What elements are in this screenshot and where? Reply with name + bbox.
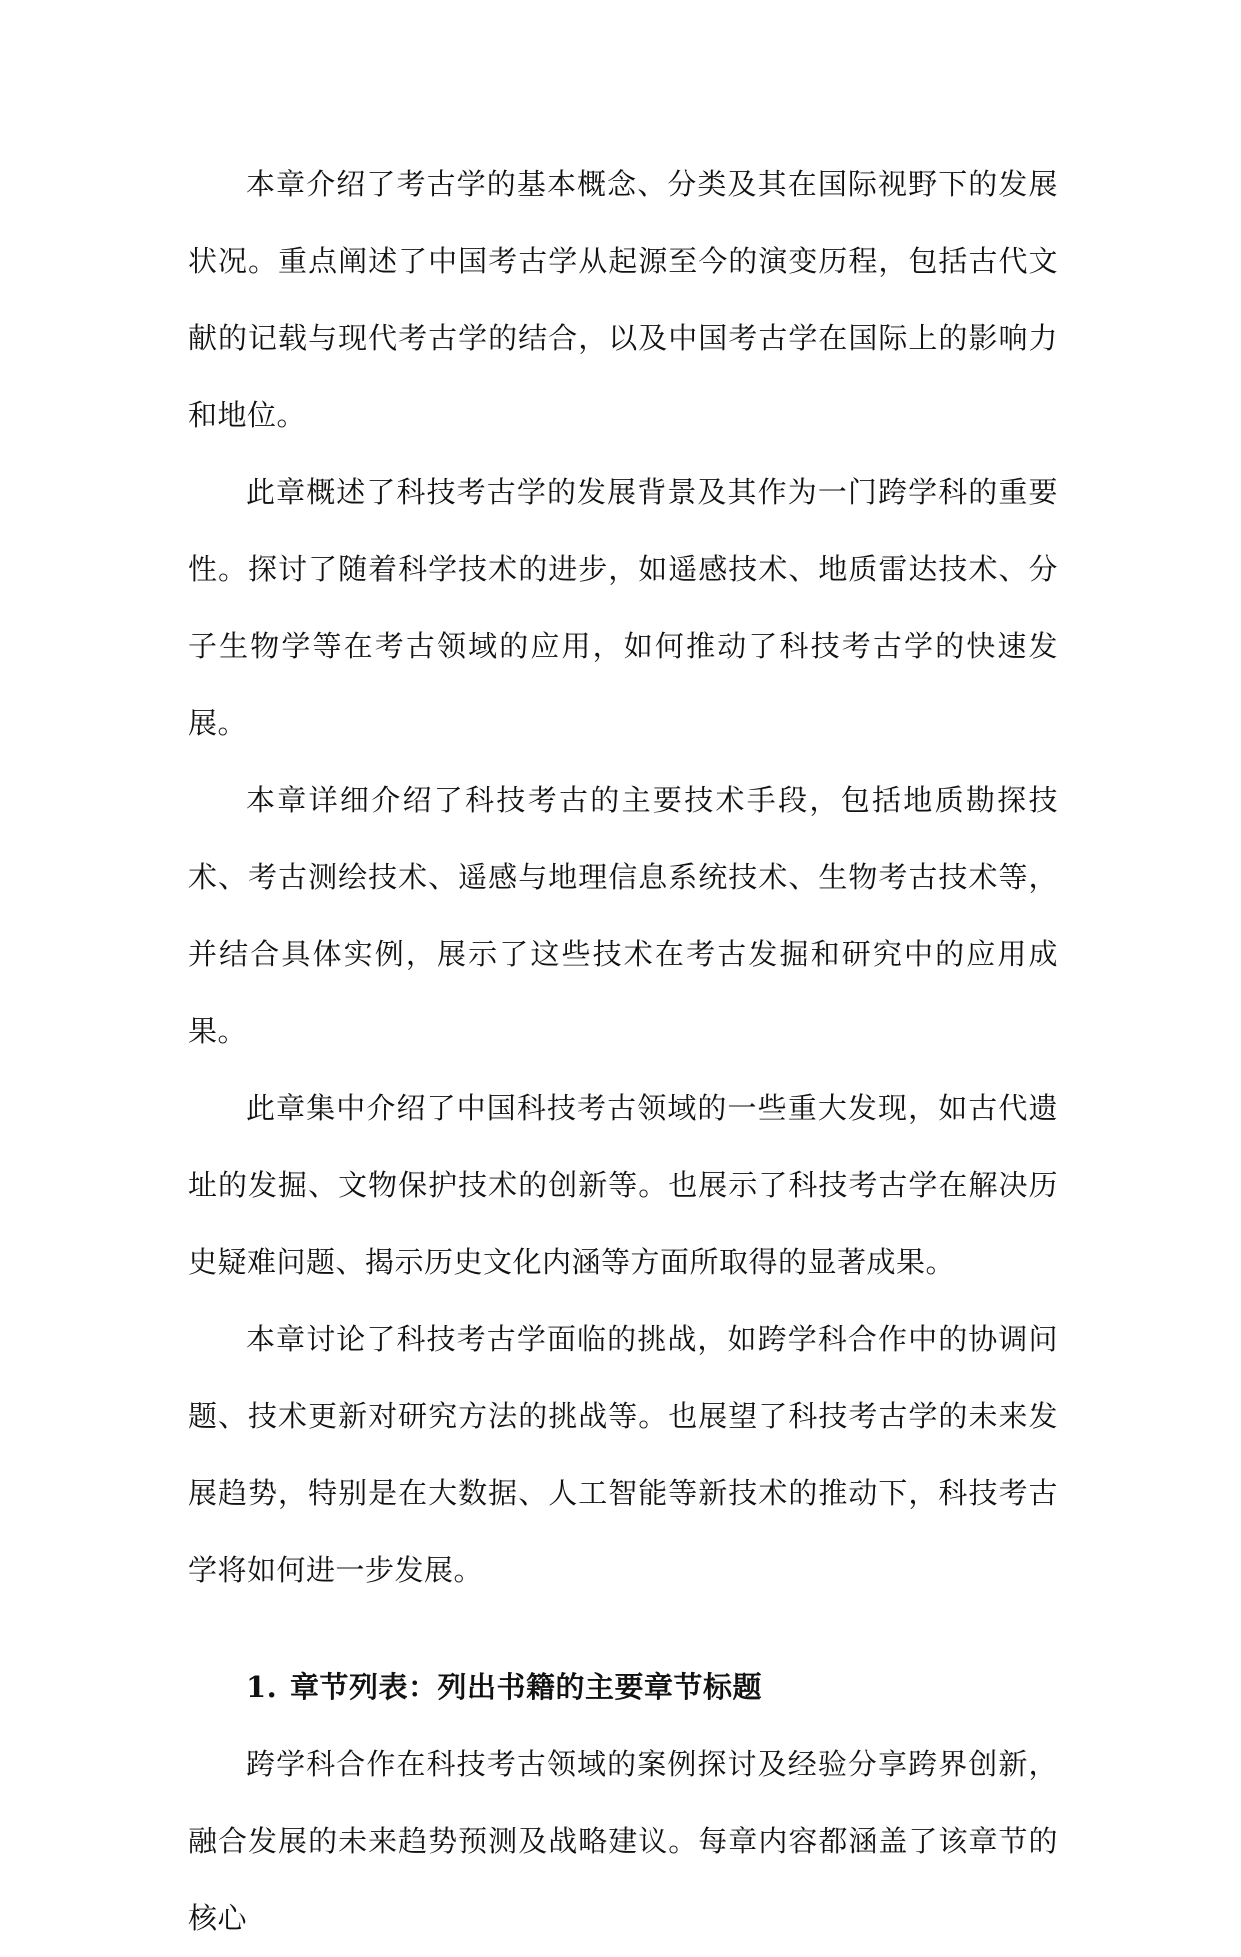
document-body (188, 146, 1058, 1957)
paragraph-chapter-4-summary: 此章集中介绍了中国科技考古领域的一些重大发现，如古代遗址的发掘、文物保护技术的创新等。也展示了科技考古学在解决历史疑难问题、揭示历史文化内涵等方面所取得的显著成果。 (188, 1091, 1058, 1279)
paragraph-closing: 跨学科合作在科技考古领域的案例探讨及经验分享跨界创新，融合发展的未来趋势预测及战略建议。每章内容都涵盖了该章节的核心 (188, 1747, 1058, 1935)
paragraph-chapter-3-summary: 本章详细介绍了科技考古的主要技术手段，包括地质勘探技术、考古测绘技术、遥感与地理信息系统技术、生物考古技术等，并结合具体实例，展示了这些技术在考古发掘和研究中的应用成果。 (188, 783, 1058, 1048)
section-heading (188, 1649, 1058, 1726)
section-title: 章节列表：列出书籍的主要章节标题 (290, 1670, 763, 1704)
paragraph-chapter-1-summary: 本章介绍了考古学的基本概念、分类及其在国际视野下的发展状况。重点阐述了中国考古学从起源至今的演变历程，包括古代文献的记载与现代考古学的结合，以及中国考古学在国际上的影响力和地位。 (188, 167, 1058, 432)
section-number: 1. (246, 1670, 278, 1704)
paragraph-chapter-5-summary: 本章讨论了科技考古学面临的挑战，如跨学科合作中的协调问题、技术更新对研究方法的挑战等。也展望了科技考古学的未来发展趋势，特别是在大数据、人工智能等新技术的推动下，科技考古学将如何进一步发展。 (188, 1322, 1058, 1587)
paragraph-chapter-2-summary: 此章概述了科技考古学的发展背景及其作为一门跨学科的重要性。探讨了随着科学技术的进步，如遥感技术、地质雷达技术、分子生物学等在考古领域的应用，如何推动了科技考古学的快速发展。 (188, 475, 1058, 740)
